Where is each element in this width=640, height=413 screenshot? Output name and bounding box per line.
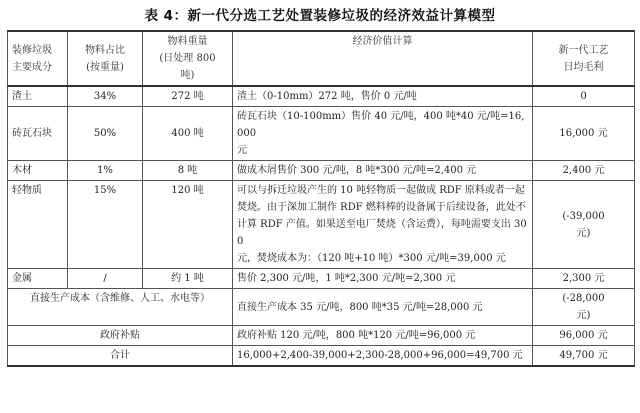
row-calc: 做成木屑售价 300 元/吨，8 吨*300 元/吨=2,400 元 — [233, 161, 533, 181]
table-row — [8, 181, 635, 269]
row-profit: 2,300 元 — [533, 269, 635, 289]
row-ratio: 1% — [68, 161, 143, 181]
subsidy-profit: 96,000 元 — [533, 326, 635, 346]
table-row — [8, 269, 635, 289]
table-header-row — [8, 31, 635, 86]
row-ratio: 15% — [68, 181, 143, 269]
row-calc: 砖瓦石块（10-100mm）售价 40 元/吨，400 吨*40 元/吨=16,000 元 — [233, 107, 533, 161]
total-row — [8, 346, 635, 367]
subsidy-row — [8, 326, 635, 346]
table-row — [8, 107, 635, 161]
subsidy-calc: 政府补贴 120 元/吨，800 吨*120 元/吨=96,000 元 — [233, 326, 533, 346]
row-name: 木材 — [8, 161, 68, 181]
direct-cost-profit: (-28,000 元) — [533, 289, 635, 326]
row-weight: 8 吨 — [143, 161, 233, 181]
row-name: 砖瓦石块 — [8, 107, 68, 161]
row-ratio: / — [68, 269, 143, 289]
table-title: 表 4：新一代分选工艺处置装修垃圾的经济效益计算模型 — [144, 8, 496, 24]
row-name: 轻物质 — [8, 181, 68, 269]
row-weight: 400 吨 — [143, 107, 233, 161]
table-row — [8, 86, 635, 107]
row-calc: 售价 2,300 元/吨，1 吨*2,300 元/吨=2,300 元 — [233, 269, 533, 289]
row-profit: 2,400 元 — [533, 161, 635, 181]
row-weight: 120 吨 — [143, 181, 233, 269]
total-calc: 16,000+2,400-39,000+2,300-28,000+96,000=49,700 元 — [233, 346, 533, 367]
row-ratio: 50% — [68, 107, 143, 161]
row-ratio: 34% — [68, 86, 143, 107]
header-profit: 新一代工艺 日均毛利 — [533, 31, 635, 86]
row-calc: 可以与拆迁垃圾产生的 10 吨轻物质一起做成 RDF 原料或者一起 焚烧。由于深加工制作 RDF 燃料棒的设备属于后续设备，此处不 计算 RDF 产值。如果送至电厂焚烧（含运费），每吨需要支出 300 元，焚烧成本为：（120 吨+10 吨）*300 元/吨=39,000 元 — [233, 181, 533, 269]
total-label: 合计 — [8, 346, 233, 367]
row-profit: 0 — [533, 86, 635, 107]
total-profit: 49,700 元 — [533, 346, 635, 367]
row-profit: 16,000 元 — [533, 107, 635, 161]
header-weight: 物料重量 (日处理 800 吨) — [143, 31, 233, 86]
table-row — [8, 161, 635, 181]
row-weight: 272 吨 — [143, 86, 233, 107]
header-component: 装修垃圾 主要成分 — [8, 31, 68, 86]
subsidy-label: 政府补贴 — [8, 326, 233, 346]
row-weight: 约 1 吨 — [143, 269, 233, 289]
row-profit: (-39,000 元) — [533, 181, 635, 269]
header-calc: 经济价值计算 — [233, 31, 533, 86]
direct-cost-label: 直接生产成本（含维修、人工、水电等） — [8, 289, 233, 326]
header-ratio: 物料占比 (按重量) — [68, 31, 143, 86]
direct-cost-row — [8, 289, 635, 326]
direct-cost-calc: 直接生产成本 35 元/吨，800 吨*35 元/吨=28,000 元 — [233, 289, 533, 326]
economic-model-table — [7, 30, 635, 367]
row-calc: 渣土（0-10mm）272 吨，售价 0 元/吨 — [233, 86, 533, 107]
row-name: 渣土 — [8, 86, 68, 107]
row-name: 金属 — [8, 269, 68, 289]
